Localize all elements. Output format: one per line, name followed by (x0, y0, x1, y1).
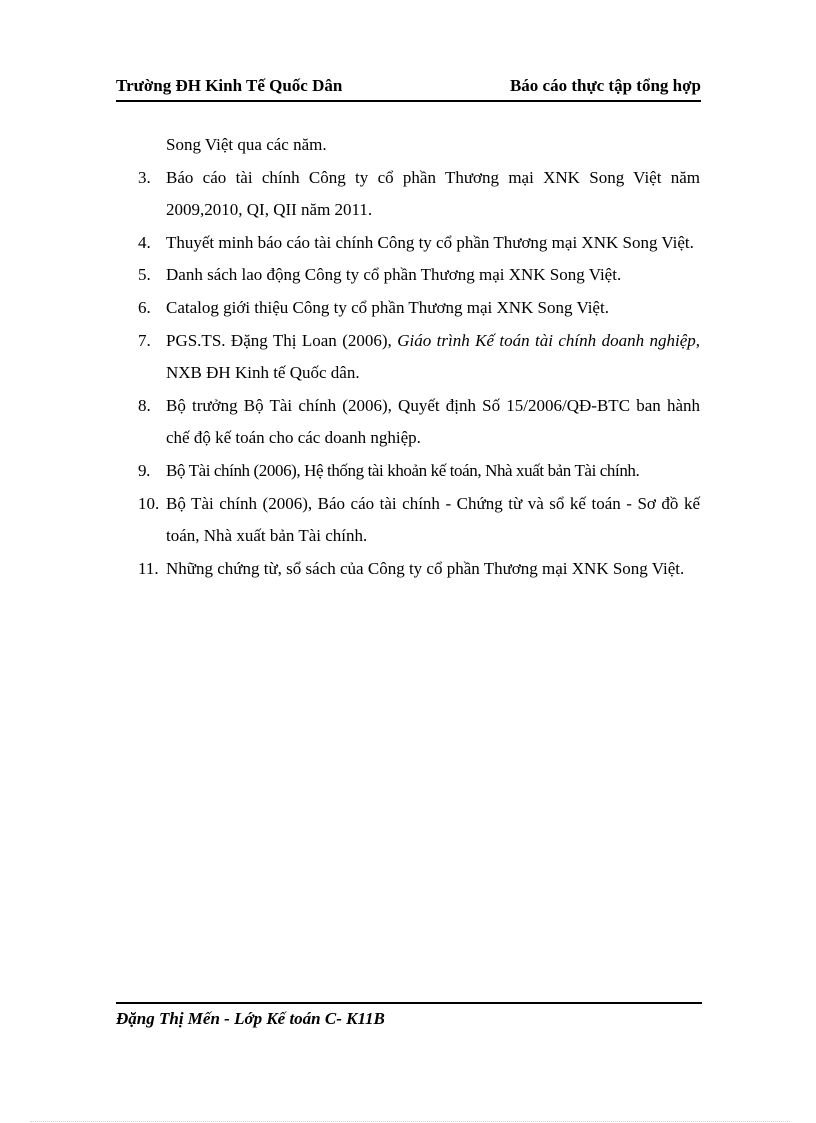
reference-item (138, 390, 700, 455)
reference-item (138, 162, 700, 227)
page-header (116, 76, 701, 102)
reference-text: Danh sách lao động Công ty cổ phần Thương mại XNK Song Việt. (166, 265, 622, 285)
reference-number: 5. (138, 265, 151, 285)
reference-book-title: Giáo trình Kế toán tài chính doanh nghiệp (397, 330, 696, 350)
reference-number: 3. (138, 167, 151, 187)
reference-publisher: , NXB ĐH Kinh tế Quốc dân. (166, 330, 701, 383)
reference-item (138, 553, 700, 586)
reference-item (138, 325, 700, 390)
reference-text: Thuyết minh báo cáo tài chính Công ty cổ phần Thương mại XNK Song Việt. (166, 232, 694, 252)
reference-continuation: Song Việt qua các năm. (166, 135, 327, 154)
reference-text: Catalog giới thiệu Công ty cổ phần Thương mại XNK Song Việt. (166, 297, 609, 317)
reference-number: 11. (138, 558, 159, 578)
reference-item (138, 292, 700, 325)
page-bottom-border (30, 1121, 790, 1122)
header-report-title: Báo cáo thực tập tổng hợp (509, 76, 701, 95)
reference-text: Báo cáo tài chính Công ty cổ phần Thương mại XNK Song Việt năm 2009,2010, QI, QII năm 2011. (166, 167, 700, 220)
reference-author: PGS.TS. Đặng Thị Loan (2006), (166, 330, 398, 350)
reference-number: 8. (138, 395, 151, 415)
reference-text (166, 325, 700, 390)
reference-text: Bộ Tài chính (2006), Báo cáo tài chính - Chứng từ và sổ kế toán - Sơ đồ kế toán, Nhà xuất bản Tài chính. (166, 493, 700, 546)
reference-list (138, 129, 700, 585)
reference-item (138, 259, 700, 292)
reference-text: Bộ Tài chính (2006), Hệ thống tài khoản kế toán, Nhà xuất bản Tài chính. (166, 460, 640, 480)
reference-item (138, 227, 700, 260)
page-footer: Đặng Thị Mến - Lớp Kế toán C- K11B (116, 1009, 385, 1028)
reference-text: Những chứng từ, sổ sách của Công ty cổ phần Thương mại XNK Song Việt. (166, 558, 685, 578)
reference-text: Bộ trưởng Bộ Tài chính (2006), Quyết định Số 15/2006/QĐ-BTC ban hành chế độ kế toán cho các doanh nghiệp. (166, 395, 700, 448)
reference-number: 10. (138, 493, 160, 513)
reference-number: 4. (138, 232, 151, 252)
header-university: Trường ĐH Kinh Tế Quốc Dân (116, 76, 343, 95)
reference-item (138, 488, 700, 553)
reference-number: 7. (138, 330, 151, 350)
reference-number: 6. (138, 297, 151, 317)
reference-number: 9. (138, 460, 150, 480)
reference-item (138, 455, 700, 488)
footer-divider (116, 1002, 702, 1004)
